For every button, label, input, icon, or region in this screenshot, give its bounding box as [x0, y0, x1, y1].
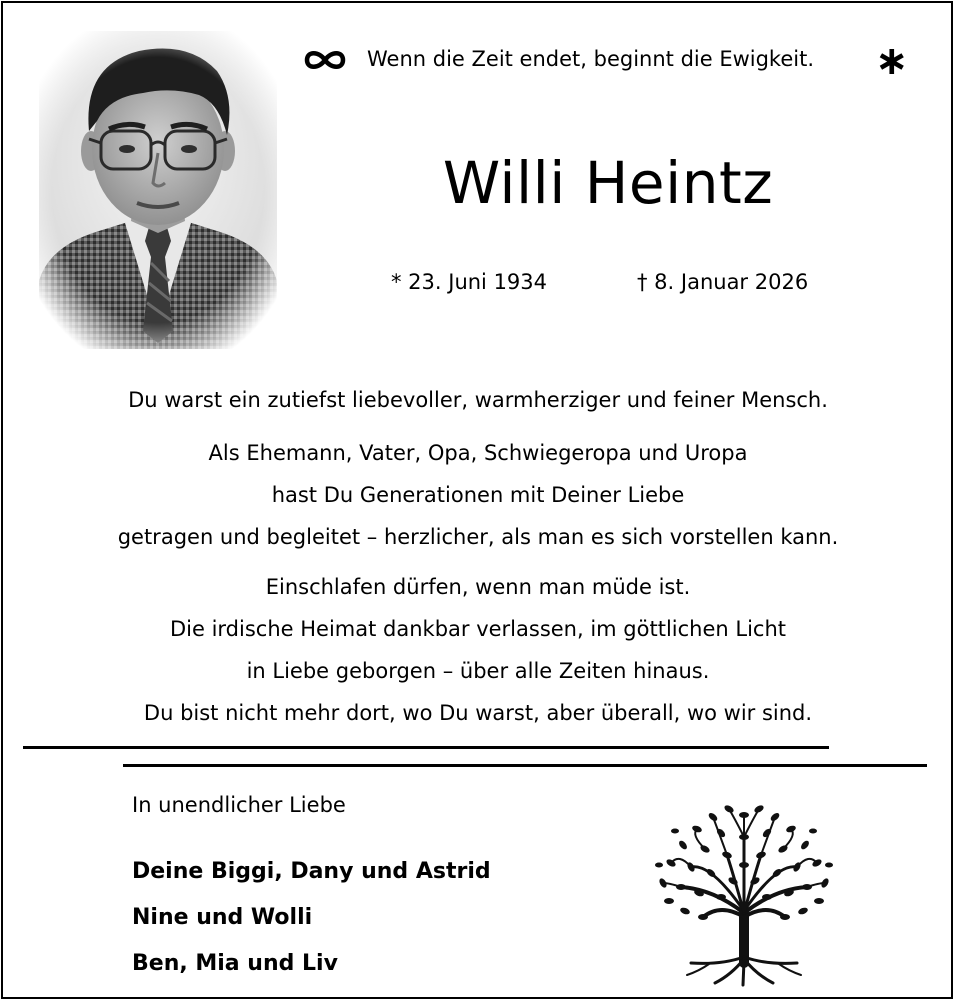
birth-date: * 23. Juni 1934 [391, 270, 548, 294]
verse-line: Als Ehemann, Vater, Opa, Schwiegeropa und Uropa [208, 441, 748, 465]
verse-line: Einschlafen dürfen, wenn man müde ist. [265, 575, 691, 599]
infinity-icon [301, 49, 349, 71]
tree-of-life-icon [651, 793, 837, 987]
verse-1 [3, 383, 953, 417]
family-line: Deine Biggi, Dany und Astrid [132, 859, 491, 884]
asterisk-icon: ∗ [875, 38, 909, 84]
deceased-name: Willi Heintz [442, 149, 774, 217]
portrait-photo [39, 31, 277, 349]
family-line: Nine und Wolli [132, 905, 313, 930]
obituary-card [1, 1, 953, 999]
verse-line: Du bist nicht mehr dort, wo Du warst, aber überall, wo wir sind. [143, 701, 813, 725]
verse-3 [3, 566, 953, 734]
family-line: Ben, Mia und Liv [132, 951, 338, 976]
motto-line [301, 38, 921, 84]
verse-line: getragen und begleitet – herzlicher, als man es sich vorstellen kann. [117, 525, 839, 549]
family-signature [132, 849, 491, 987]
divider-lower [123, 764, 927, 767]
verse-2 [3, 432, 953, 558]
closing-phrase: In unendlicher Liebe [132, 793, 346, 817]
divider-upper [23, 746, 829, 749]
verse-line: Die irdische Heimat dankbar verlassen, im göttlichen Licht [169, 617, 787, 641]
verse-line: Du warst ein zutiefst liebevoller, warmherziger und feiner Mensch. [128, 388, 828, 412]
verse-line: in Liebe geborgen – über alle Zeiten hinaus. [246, 659, 710, 683]
motto-text: Wenn die Zeit endet, beginnt die Ewigkeit. [367, 47, 815, 71]
verse-line: hast Du Generationen mit Deiner Liebe [271, 483, 685, 507]
death-date: † 8. Januar 2026 [637, 270, 809, 294]
